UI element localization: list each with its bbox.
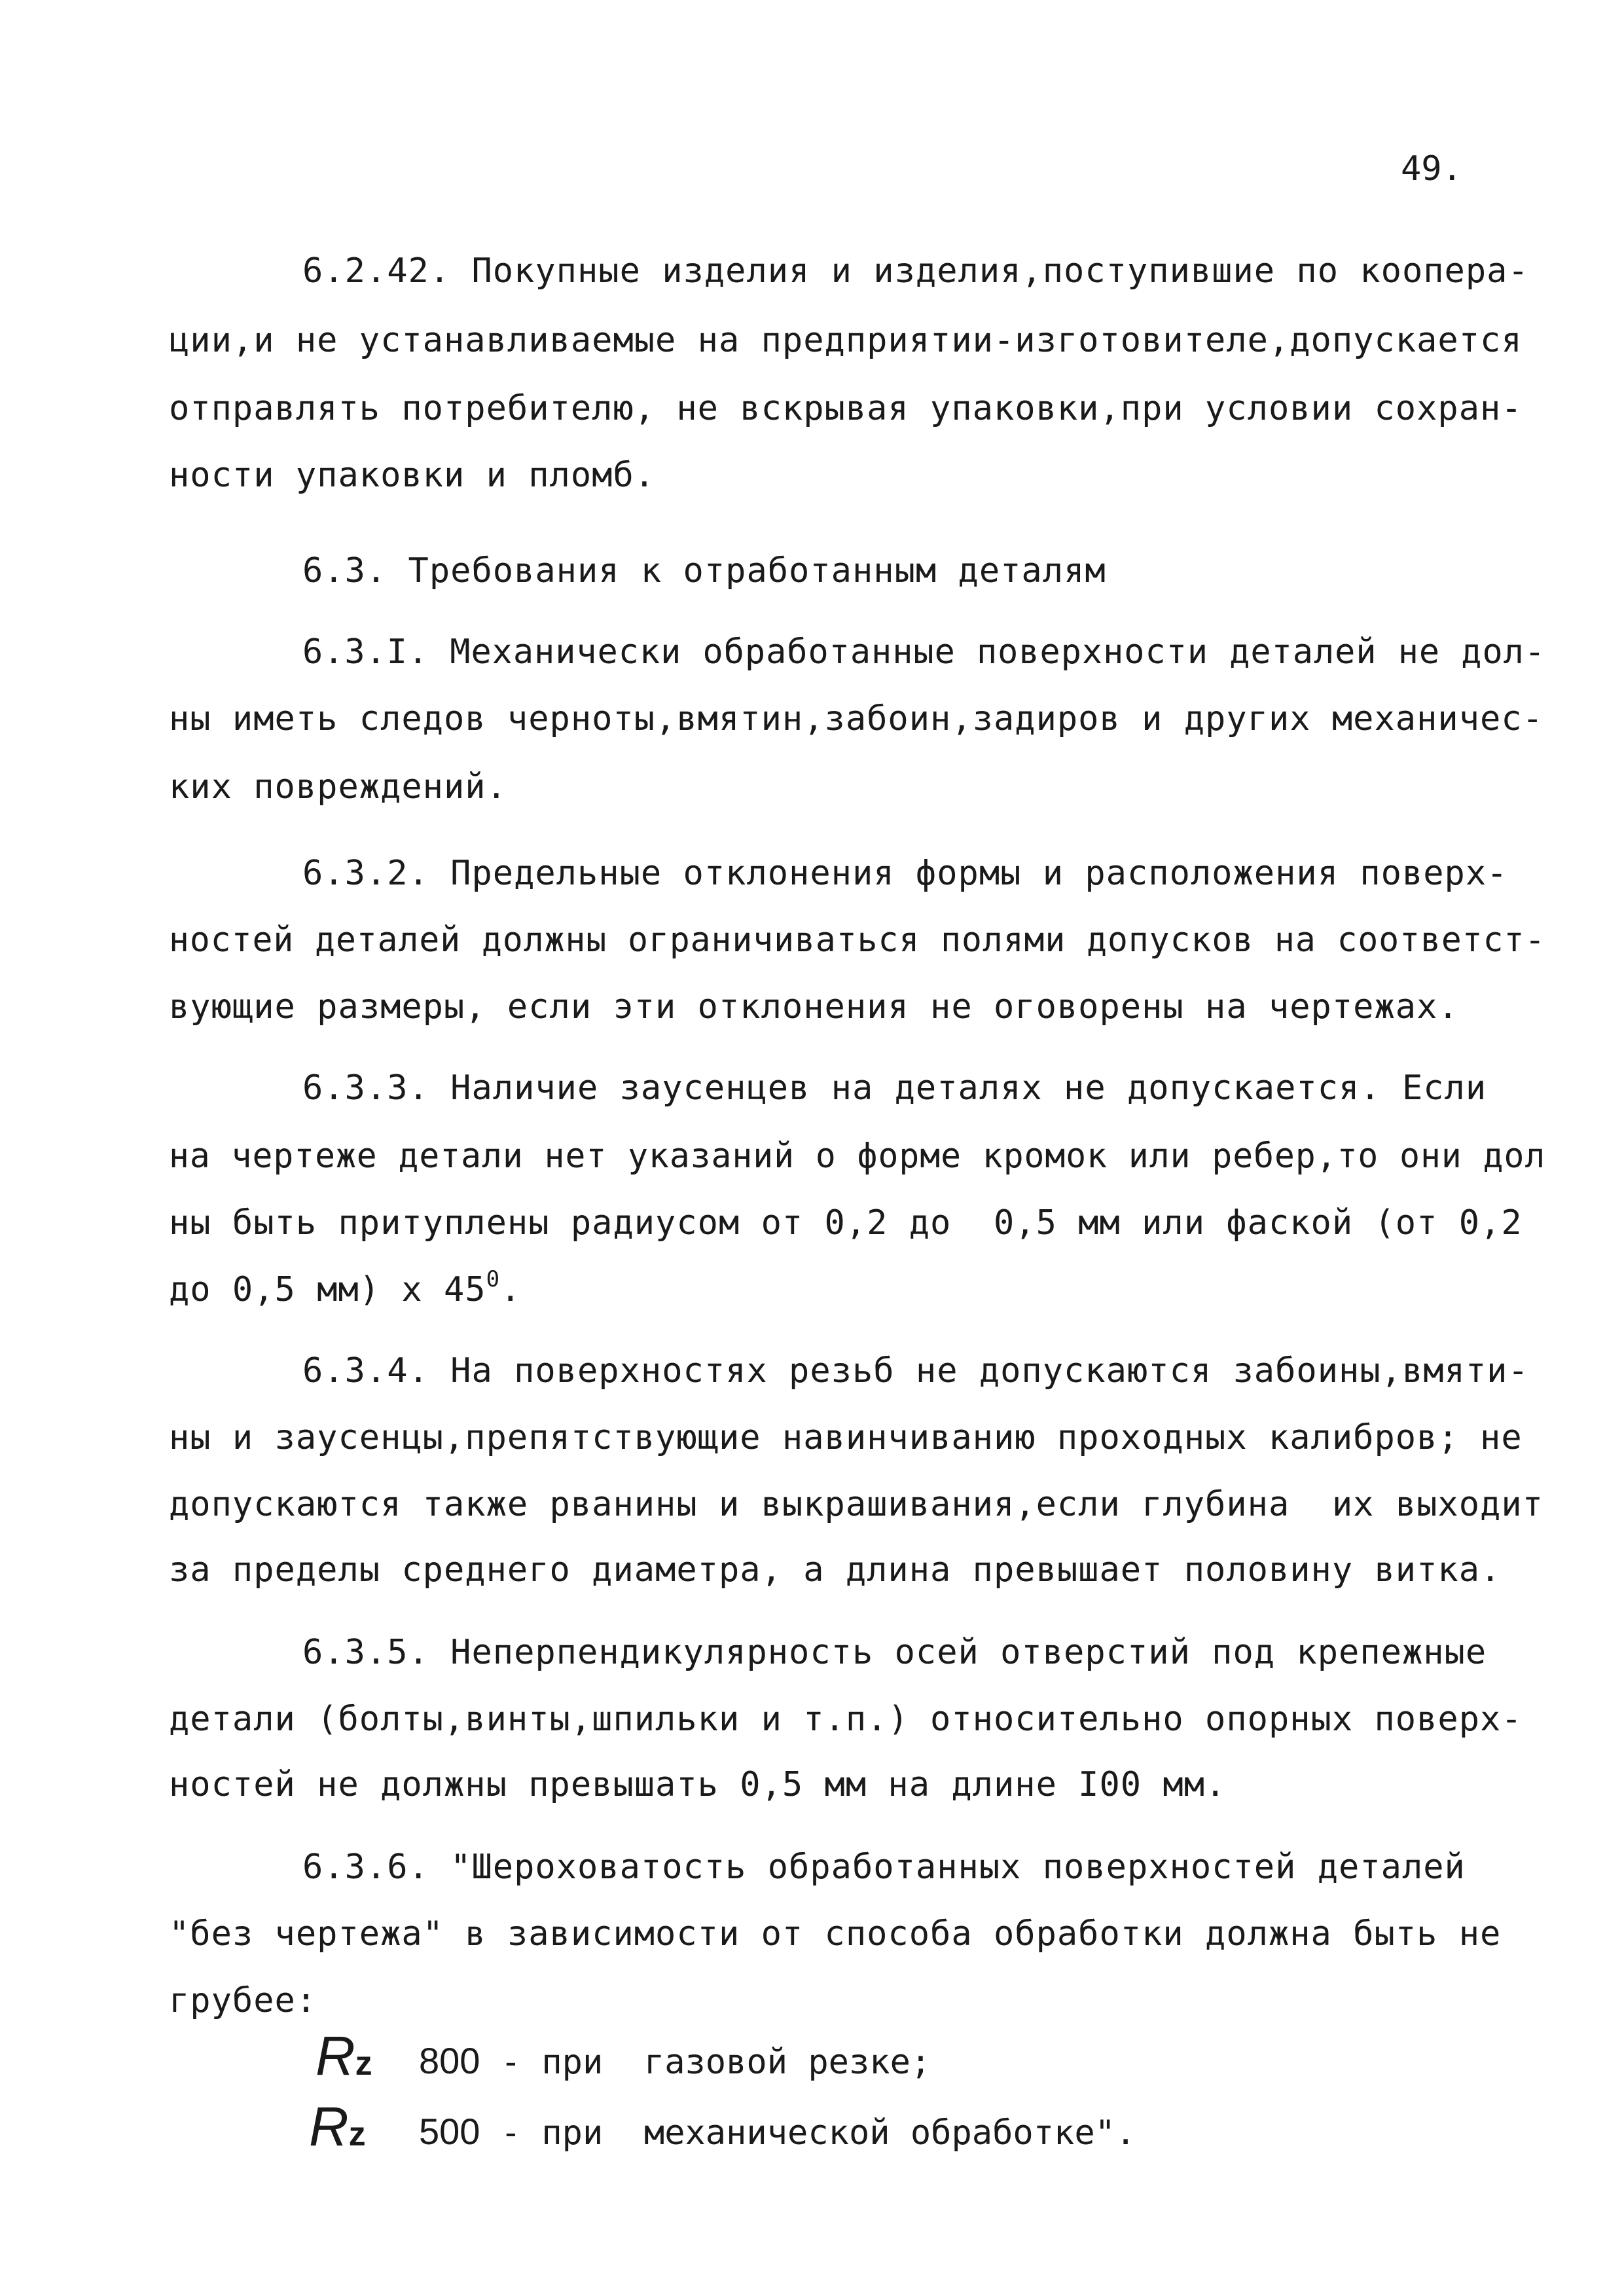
section-6-3-1-line-1: 6.3.I. Механически обработанные поверхности деталей не дол- xyxy=(302,632,1546,672)
roughness-sub-1: z xyxy=(355,2045,372,2083)
roughness-text-1: - при газовой резке; xyxy=(480,2043,931,2082)
section-6-3-2-line-3: вующие размеры, если эти отклонения не оговорены на чертежах. xyxy=(169,987,1459,1027)
roughness-symbol-1 xyxy=(316,2025,372,2086)
roughness-value-2: 500 xyxy=(419,2111,480,2152)
section-6-3-3-line-3: ны быть притуплены радиусом от 0,2 до 0,5 мм или фаской (от 0,2 xyxy=(169,1203,1523,1243)
page-number: 49. xyxy=(1401,149,1462,189)
section-6-2-42-line-2: ции,и не устанавливаемые на предприятии-изготовителе,допускается xyxy=(169,321,1523,360)
roughness-symbol-2 xyxy=(309,2096,366,2157)
section-6-3-1-line-2: ны иметь следов черноты,вмятин,забоин,задиров и других механичес- xyxy=(169,699,1543,738)
roughness-line-1 xyxy=(419,2040,931,2082)
section-6-3-4-line-3: допускаются также рванины и выкрашивания,если глубина их выходит xyxy=(169,1485,1543,1524)
roughness-r-1: R xyxy=(316,2025,355,2086)
section-6-3-3-line-4 xyxy=(169,1266,522,1309)
section-6-3-3-line-1: 6.3.3. Наличие заусенцев на деталях не допускается. Если xyxy=(302,1068,1487,1108)
section-6-3-4-line-4: за пределы среднего диаметра, а длина превышает половину витка. xyxy=(169,1550,1502,1590)
roughness-value-1: 800 xyxy=(419,2040,480,2081)
roughness-r-2: R xyxy=(309,2096,349,2157)
section-6-3-6-line-1: 6.3.6. "Шероховатость обработанных поверхностей деталей xyxy=(302,1848,1466,1887)
section-6-3-5-line-3: ностей не должны превышать 0,5 мм на длине I00 мм. xyxy=(169,1765,1227,1804)
section-6-2-42-line-4: ности упаковки и пломб. xyxy=(169,456,656,495)
section-6-3-4-line-2: ны и заусенцы,препятствующие навинчиванию проходных калибров; не xyxy=(169,1418,1523,1457)
section-6-2-42-line-1: 6.2.42. Покупные изделия и изделия,поступившие по коопера- xyxy=(302,251,1529,291)
section-6-2-42-line-3: отправлять потребителю, не вскрывая упаковки,при условии сохран- xyxy=(169,389,1523,428)
section-6-3-2-line-2: ностей деталей должны ограничиваться полями допусков на соответст- xyxy=(169,920,1546,960)
section-6-3-heading: 6.3. Требования к отработанным деталям xyxy=(302,551,1106,591)
section-6-3-4-line-1: 6.3.4. На поверхностях резьб не допускаются забоины,вмяти- xyxy=(302,1351,1529,1391)
section-6-3-3-line-4-text: до 0,5 мм) х 45 xyxy=(169,1270,486,1309)
degree-mark: 0 xyxy=(486,1266,501,1292)
section-6-3-2-line-1: 6.3.2. Предельные отклонения формы и расположения поверх- xyxy=(302,854,1508,893)
roughness-text-2: - при механической обработке". xyxy=(480,2113,1136,2153)
section-6-3-6-line-3: грубее: xyxy=(169,1981,317,2020)
section-6-3-3-line-2: на чертеже детали нет указаний о форме кромок или ребер,то они дол xyxy=(169,1137,1546,1176)
section-6-3-6-line-2: "без чертежа" в зависимости от способа обработки должна быть не xyxy=(169,1914,1502,1954)
section-6-3-5-line-2: детали (болты,винты,шпильки и т.п.) относительно опорных поверх- xyxy=(169,1700,1523,1739)
section-6-3-1-line-3: ких повреждений. xyxy=(169,767,507,807)
roughness-sub-2: z xyxy=(348,2115,366,2153)
section-6-3-3-line-4-end: . xyxy=(500,1270,522,1309)
section-6-3-5-line-1: 6.3.5. Неперпендикулярность осей отверстий под крепежные xyxy=(302,1633,1487,1672)
roughness-line-2 xyxy=(419,2111,1136,2153)
